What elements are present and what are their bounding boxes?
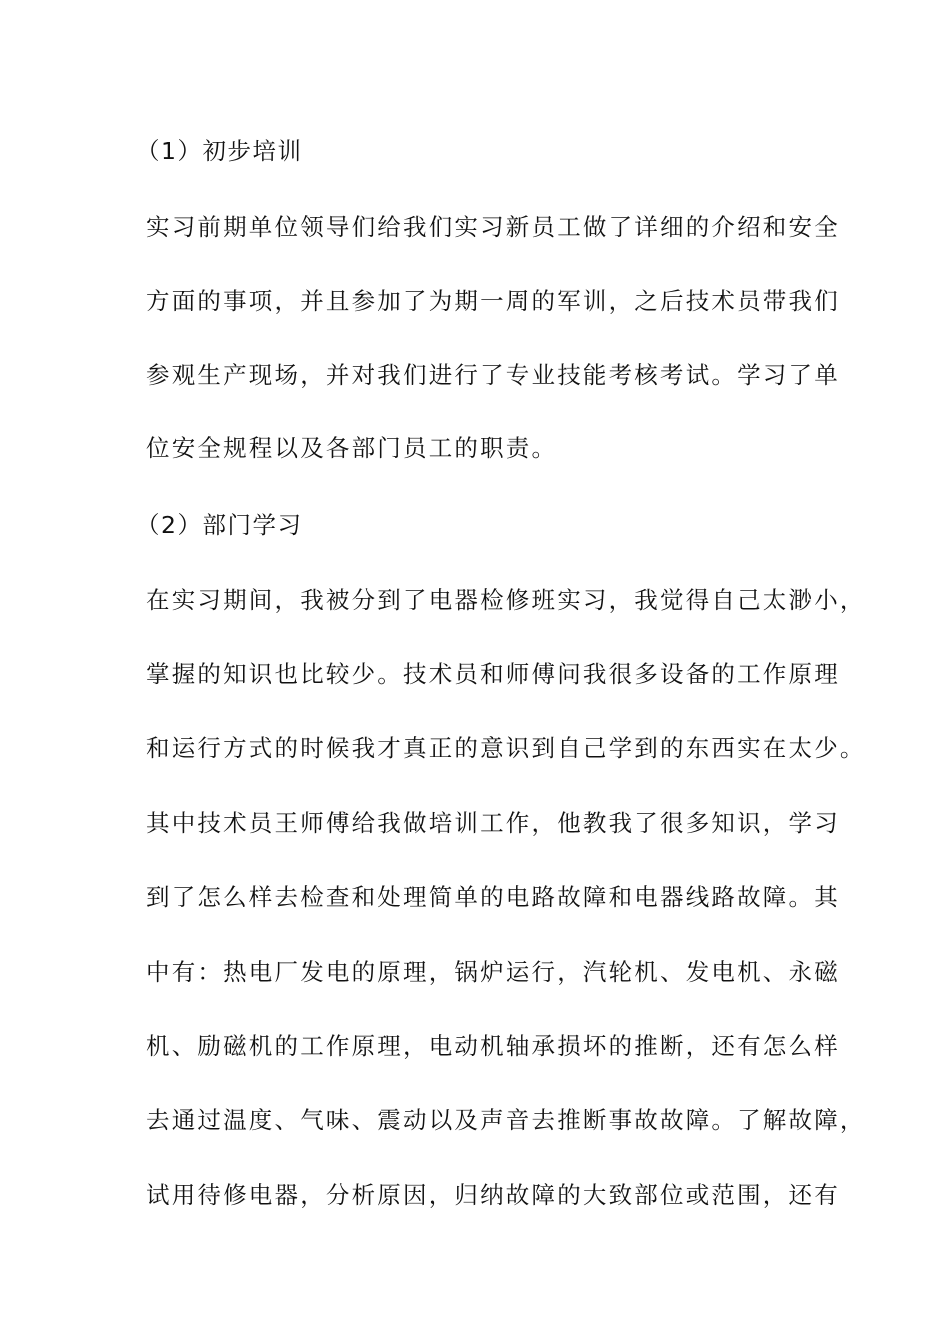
paragraph-line: 参观生产现场，并对我们进行了专业技能考核考试。学习了单 bbox=[146, 361, 840, 389]
section-heading-1: （1）初步培训 bbox=[136, 137, 303, 165]
paragraph-line: 中有：热电厂发电的原理，锅炉运行，汽轮机、发电机、永磁 bbox=[146, 958, 840, 986]
paragraph-line: 和运行方式的时候我才真正的意识到自己学到的东西实在太少。 bbox=[146, 734, 866, 762]
paragraph-line: 其中技术员王师傅给我做培训工作，他教我了很多知识，学习 bbox=[146, 809, 840, 837]
paragraph-line: 位安全规程以及各部门员工的职责。 bbox=[146, 434, 558, 462]
paragraph-line: 到了怎么样去检查和处理简单的电路故障和电器线路故障。其 bbox=[146, 883, 840, 911]
paragraph-line: 试用待修电器，分析原因，归纳故障的大致部位或范围，还有 bbox=[146, 1181, 840, 1209]
paragraph-line: 实习前期单位领导们给我们实习新员工做了详细的介绍和安全 bbox=[146, 213, 840, 241]
paragraph-line: 机、励磁机的工作原理，电动机轴承损坏的推断，还有怎么样 bbox=[146, 1032, 840, 1060]
paragraph-line: 方面的事项，并且参加了为期一周的军训，之后技术员带我们 bbox=[146, 287, 840, 315]
paragraph-line: 在实习期间，我被分到了电器检修班实习，我觉得自己太渺小， bbox=[146, 586, 866, 614]
section-heading-2: （2）部门学习 bbox=[136, 511, 303, 539]
paragraph-line: 掌握的知识也比较少。技术员和师傅问我很多设备的工作原理 bbox=[146, 660, 840, 688]
paragraph-line: 去通过温度、气味、震动以及声音去推断事故故障。了解故障， bbox=[146, 1106, 866, 1134]
